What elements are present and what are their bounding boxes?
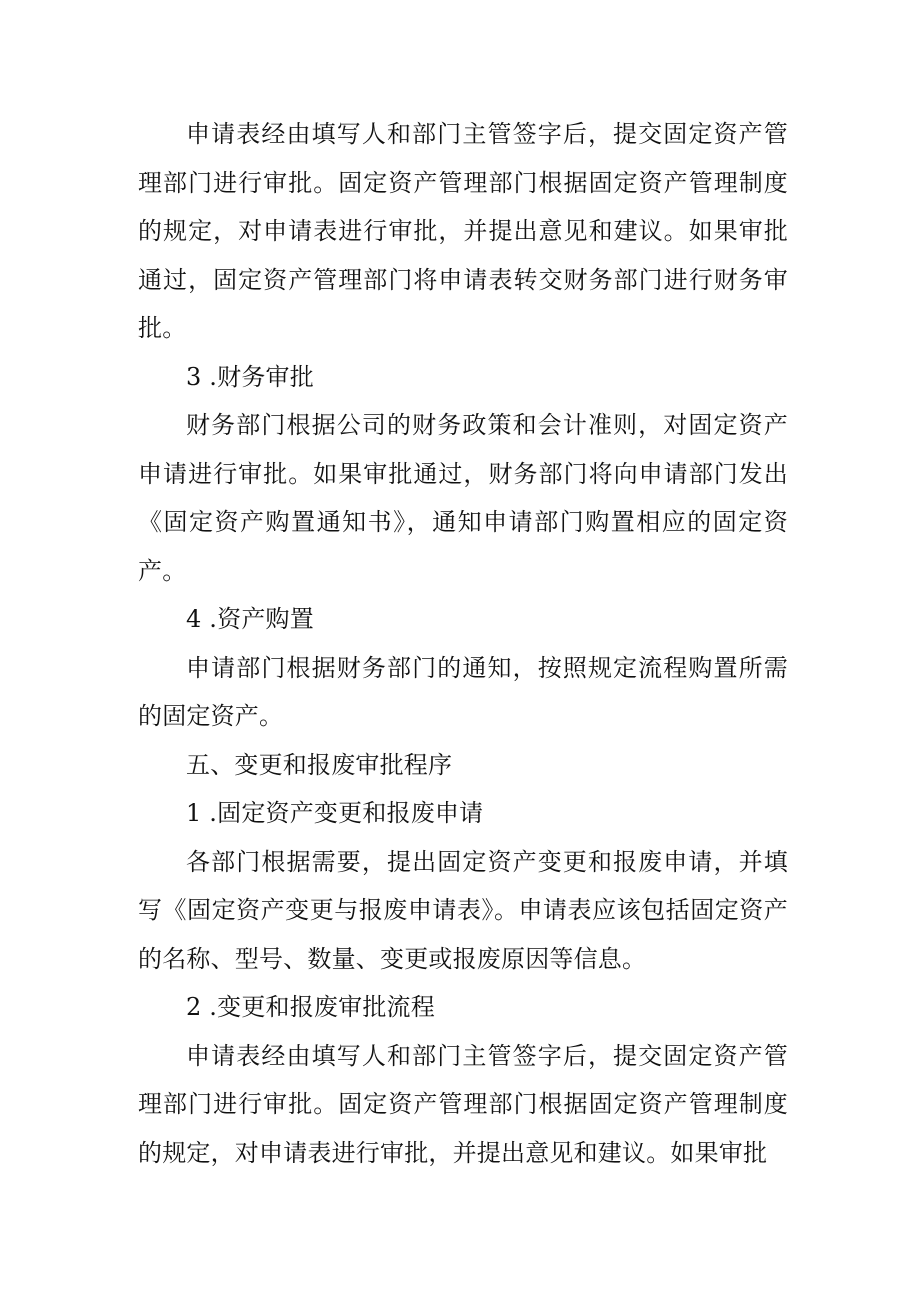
- heading-change-scrap-application: 1 .固定资产变更和报废申请: [186, 799, 484, 827]
- heading-financial-approval: 3 .财务审批: [186, 362, 314, 391]
- document-page: [138, 110, 788, 1177]
- paragraph-approval-submission: 申请表经由填写人和部门主管签字后，提交固定资产管理部门进行审批。固定资产管理部门根据固定资产管理制度的规定，对申请表进行审批，并提出意见和建议。如果审批通过，固定资产管理部门将申请表转交财务部门进行财务审批。: [138, 120, 788, 342]
- paragraph-asset-purchase: 申请部门根据财务部门的通知，按照规定流程购置所需的固定资产。: [138, 653, 788, 730]
- heading-asset-purchase: 4 .资产购置: [186, 605, 314, 633]
- paragraph-change-scrap-application: 各部门根据需要，提出固定资产变更和报废申请，并填写《固定资产变更与报废申请表》。申请表应该包括固定资产的名称、型号、数量、变更或报废原因等信息。: [138, 847, 788, 973]
- paragraph-financial-approval: 财务部门根据公司的财务政策和会计准则，对固定资产申请进行审批。如果审批通过，财务部门将向申请部门发出《固定资产购置通知书》，通知申请部门购置相应的固定资产。: [138, 411, 788, 585]
- section-heading-change-scrap-procedure: 五、变更和报废审批程序: [186, 750, 453, 779]
- paragraph-change-scrap-flow: 申请表经由填写人和部门主管签字后，提交固定资产管理部门进行审批。固定资产管理部门根据固定资产管理制度的规定，对申请表进行审批，并提出意见和建议。如果审批: [138, 1041, 788, 1167]
- heading-change-scrap-flow: 2 .变更和报废审批流程: [186, 993, 435, 1021]
